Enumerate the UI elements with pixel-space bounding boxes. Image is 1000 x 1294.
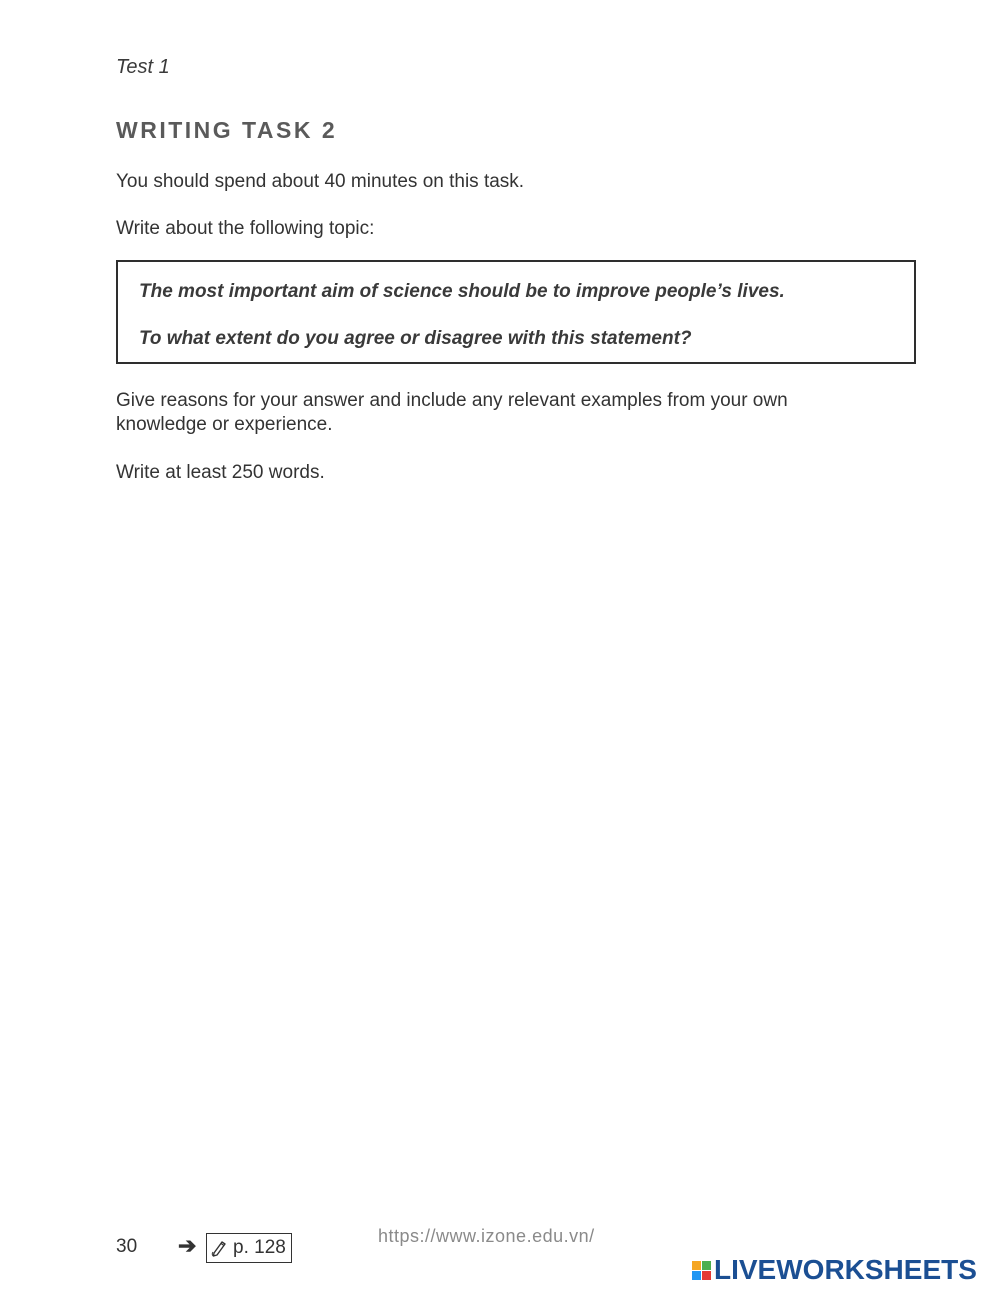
- instruction-reasons: Give reasons for your answer and include any relevant examples from your own knowledge or experience.: [116, 390, 788, 435]
- reference-label: p. 128: [233, 1237, 286, 1258]
- page-number: 30: [116, 1236, 138, 1257]
- running-head: Test 1: [116, 56, 170, 78]
- prompt-box: [116, 260, 916, 364]
- liveworksheets-logo: [692, 1254, 977, 1286]
- instruction-time: You should spend about 40 minutes on this task.: [116, 171, 525, 192]
- watermark-url: https://www.izone.edu.vn/: [378, 1226, 595, 1246]
- logo-mark-icon: [692, 1261, 711, 1280]
- logo-text: LIVEWORKSHEETS: [714, 1254, 977, 1285]
- arrow-right-icon: ➔: [178, 1233, 197, 1258]
- instruction-length: Write at least 250 words.: [116, 462, 325, 483]
- prompt-question: To what extent do you agree or disagree with this statement?: [139, 328, 692, 349]
- instruction-topic: Write about the following topic:: [116, 218, 375, 239]
- page-title: WRITING TASK 2: [116, 117, 338, 143]
- answer-reference: [206, 1233, 292, 1263]
- prompt-statement: The most important aim of science should be to improve people’s lives.: [139, 281, 785, 302]
- pencil-icon: [211, 1239, 227, 1257]
